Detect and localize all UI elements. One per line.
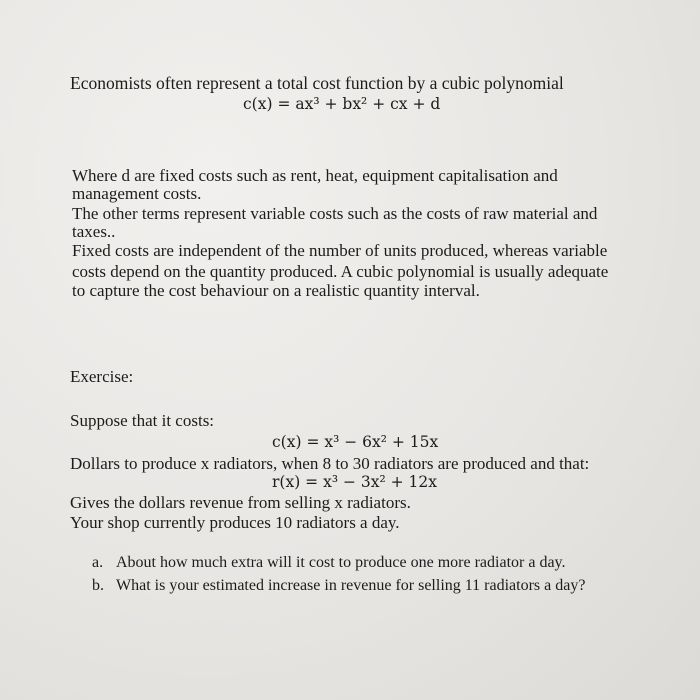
cost-description: Dollars to produce x radiators, when 8 to 30 radiators are produced and that: [70, 454, 590, 473]
paragraph-line: The other terms represent variable costs such as the costs of raw material and [72, 204, 598, 223]
paragraph-line: Fixed costs are independent of the number of units produced, whereas variable [72, 241, 608, 260]
paragraph-line: Where d are fixed costs such as rent, heat, equipment capitalisation and [72, 166, 558, 185]
revenue-description: Gives the dollars revenue from selling x radiators. [70, 493, 411, 512]
question-item [92, 552, 566, 574]
current-production: Your shop currently produces 10 radiators a day. [70, 513, 400, 532]
intro-line: Economists often represent a total cost function by a cubic polynomial [70, 73, 564, 93]
question-text: What is your estimated increase in revenue for selling 11 radiators a day? [116, 577, 586, 594]
exercise-lead: Suppose that it costs: [70, 411, 215, 430]
revenue-equation: r(x) = x³ − 3x² + 12x [272, 473, 438, 491]
question-text: About how much extra will it cost to produce one more radiator a day. [116, 554, 566, 571]
question-item [92, 575, 585, 597]
cost-function-equation: c(x) = ax³ + bx² + cx + d [243, 95, 441, 113]
question-marker: b. [92, 577, 104, 594]
paragraph-line: taxes.. [72, 222, 116, 241]
question-marker: a. [92, 554, 104, 571]
paragraph-line: costs depend on the quantity produced. A cubic polynomial is usually adequate [72, 262, 609, 281]
cost-equation: c(x) = x³ − 6x² + 15x [272, 433, 439, 451]
paragraph-line: to capture the cost behaviour on a realistic quantity interval. [72, 281, 480, 300]
exercise-heading: Exercise: [70, 367, 134, 386]
paragraph-line: management costs. [72, 184, 202, 203]
